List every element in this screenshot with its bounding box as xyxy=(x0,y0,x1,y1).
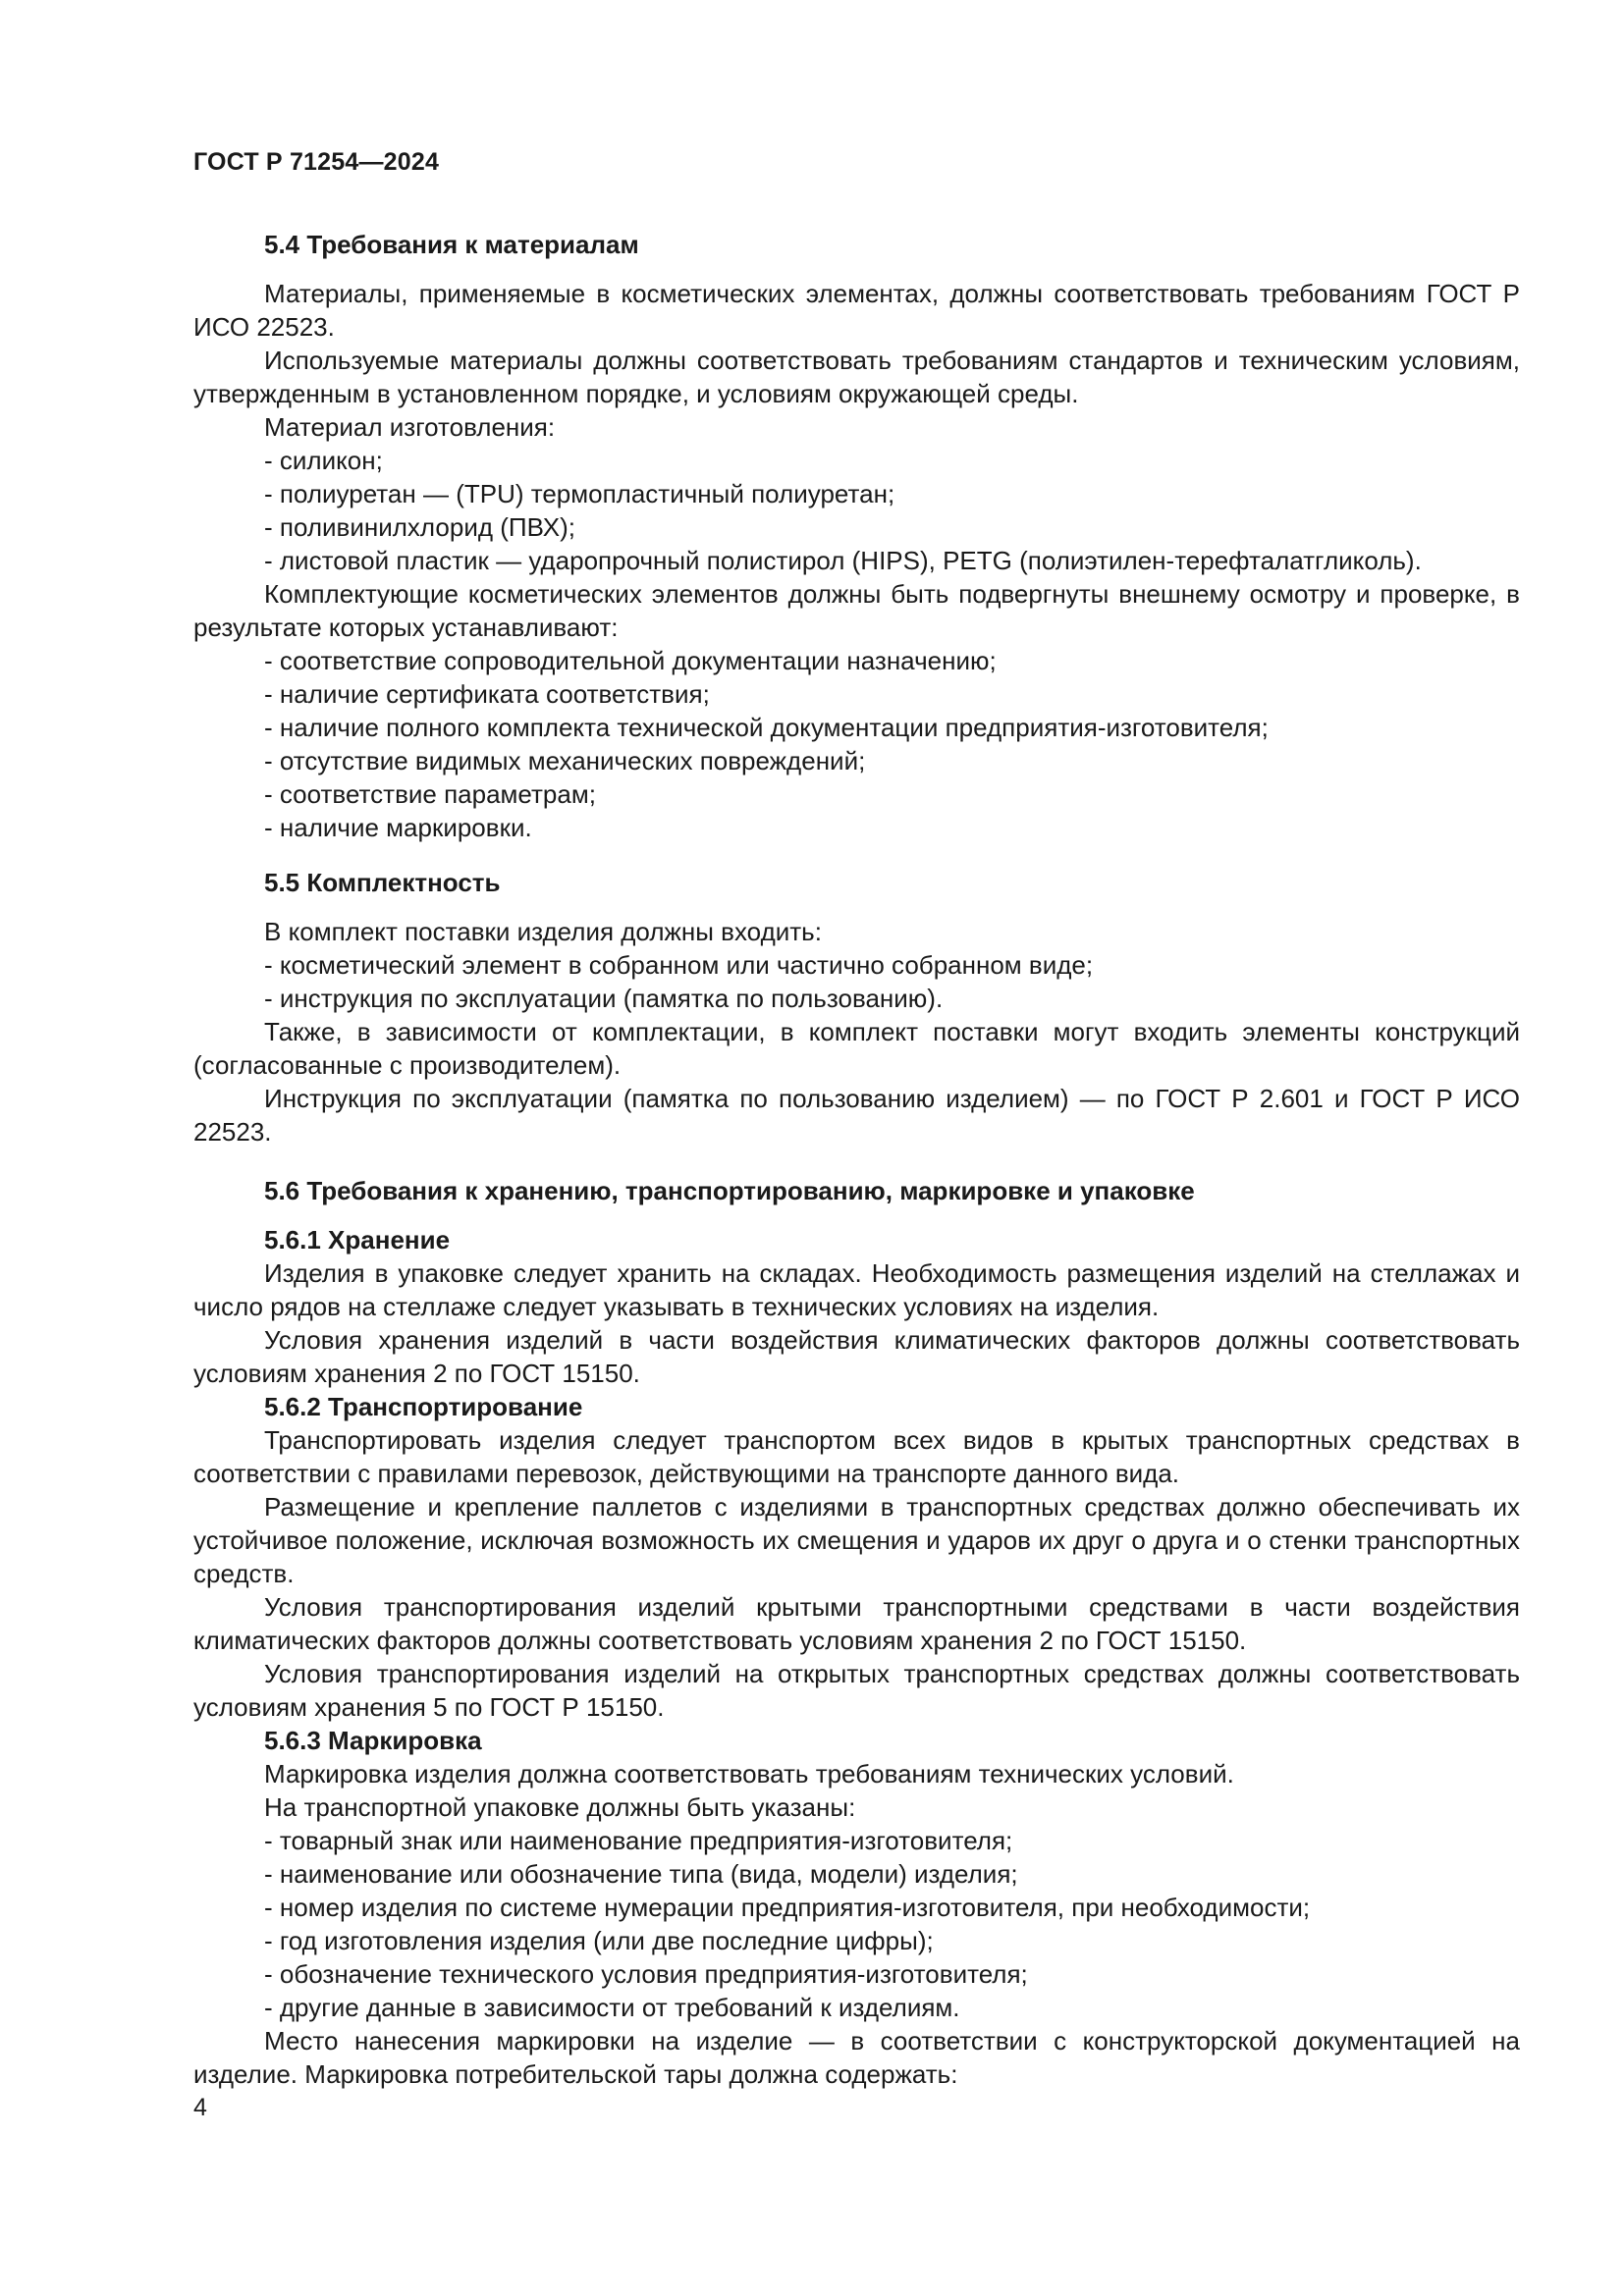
subsection-heading-5-6-2: 5.6.2 Транспортирование xyxy=(264,1392,583,1421)
list-item: - силикон; xyxy=(264,446,383,475)
list-item: - наличие сертификата соответствия; xyxy=(264,679,710,709)
list-item: - номер изделия по системе нумерации предприятия-изготовителя, при необходимости; xyxy=(264,1893,1311,1922)
list-item: - обозначение технического условия предприятия-изготовителя; xyxy=(264,1959,1028,1989)
document-header: ГОСТ Р 71254—2024 xyxy=(193,148,440,176)
list-item: - поливинилхлорид (ПВХ); xyxy=(264,512,576,542)
paragraph: Условия транспортирования изделий крытыми транспортными средствами в части воздействия климатических факторов должны соответствовать условиям хранения 2 по ГОСТ 15150. xyxy=(193,1592,1520,1655)
subsection-heading-5-6-1: 5.6.1 Хранение xyxy=(264,1225,451,1255)
section-heading-5-6: 5.6 Требования к хранению, транспортированию, маркировке и упаковке xyxy=(264,1176,1195,1205)
paragraph: На транспортной упаковке должны быть указаны: xyxy=(264,1792,856,1822)
paragraph: Также, в зависимости от комплектации, в комплект поставки могут входить элементы конструкций (согласованные с производителем). xyxy=(193,1017,1520,1080)
section-heading-5-5: 5.5 Комплектность xyxy=(264,868,501,897)
paragraph: Транспортировать изделия следует транспортом всех видов в крытых транспортных средствах в соответствии с правилами перевозок, действующими на транспорте данного вида. xyxy=(193,1425,1520,1488)
list-item: - другие данные в зависимости от требований к изделиям. xyxy=(264,1993,960,2022)
paragraph: Место нанесения маркировки на изделие — в соответствии с конструкторской документацией на изделие. Маркировка потребительской тары должна содержать: xyxy=(193,2026,1520,2089)
paragraph: Размещение и крепление паллетов с изделиями в транспортных средствах должно обеспечивать их устойчивое положение, исключая возможность их смещения и ударов их друг о друга и о стенки транспортных средств. xyxy=(193,1492,1520,1588)
paragraph: В комплект поставки изделия должны входить: xyxy=(264,917,822,946)
list-item: - наличие полного комплекта технической документации предприятия-изготовителя; xyxy=(264,713,1269,742)
list-item: - товарный знак или наименование предприятия-изготовителя; xyxy=(264,1826,1013,1855)
paragraph: Условия хранения изделий в части воздействия климатических факторов должны соответствовать условиям хранения 2 по ГОСТ 15150. xyxy=(193,1325,1520,1388)
document-body xyxy=(193,228,1520,2091)
list-item: - косметический элемент в собранном или частично собранном виде; xyxy=(264,950,1094,980)
paragraph: Материалы, применяемые в косметических элементах, должны соответствовать требованиям ГОСТ Р ИСО 22523. xyxy=(193,279,1520,342)
list-item: - наименование или обозначение типа (вида, модели) изделия; xyxy=(264,1859,1018,1889)
paragraph: Условия транспортирования изделий на открытых транспортных средствах должны соответствовать условиям хранения 5 по ГОСТ Р 15150. xyxy=(193,1659,1520,1722)
list-item: - отсутствие видимых механических повреждений; xyxy=(264,746,866,775)
list-item: - соответствие сопроводительной документации назначению; xyxy=(264,646,997,675)
list-item: - полиуретан — (TPU) термопластичный полиуретан; xyxy=(264,479,895,508)
list-item: - соответствие параметрам; xyxy=(264,779,596,809)
paragraph: Комплектующие косметических элементов должны быть подвергнуты внешнему осмотру и проверке, в результате которых устанавливают: xyxy=(193,579,1520,642)
list-item: - листовой пластик — ударопрочный полистирол (HIPS), PETG (полиэтилен-терефталатгликоль). xyxy=(264,546,1422,575)
paragraph: Используемые материалы должны соответствовать требованиям стандартов и техническим условиям, утвержденным в установленном порядке, и условиям окружающей среды. xyxy=(193,346,1520,408)
paragraph: Маркировка изделия должна соответствовать требованиям технических условий. xyxy=(264,1759,1234,1789)
paragraph: Материал изготовления: xyxy=(264,412,556,442)
subsection-heading-5-6-3: 5.6.3 Маркировка xyxy=(264,1726,482,1755)
page-number: 4 xyxy=(193,2094,207,2121)
paragraph: Инструкция по эксплуатации (памятка по пользованию изделием) — по ГОСТ Р 2.601 и ГОСТ Р ИСО 22523. xyxy=(193,1084,1520,1147)
list-item: - наличие маркировки. xyxy=(264,813,532,842)
list-item: - инструкция по эксплуатации (памятка по пользованию). xyxy=(264,984,944,1013)
paragraph: Изделия в упаковке следует хранить на складах. Необходимость размещения изделий на стеллажах и число рядов на стеллаже следует указывать в технических условиях на изделия. xyxy=(193,1258,1520,1321)
section-heading-5-4: 5.4 Требования к материалам xyxy=(264,230,639,259)
list-item: - год изготовления изделия (или две последние цифры); xyxy=(264,1926,934,1955)
